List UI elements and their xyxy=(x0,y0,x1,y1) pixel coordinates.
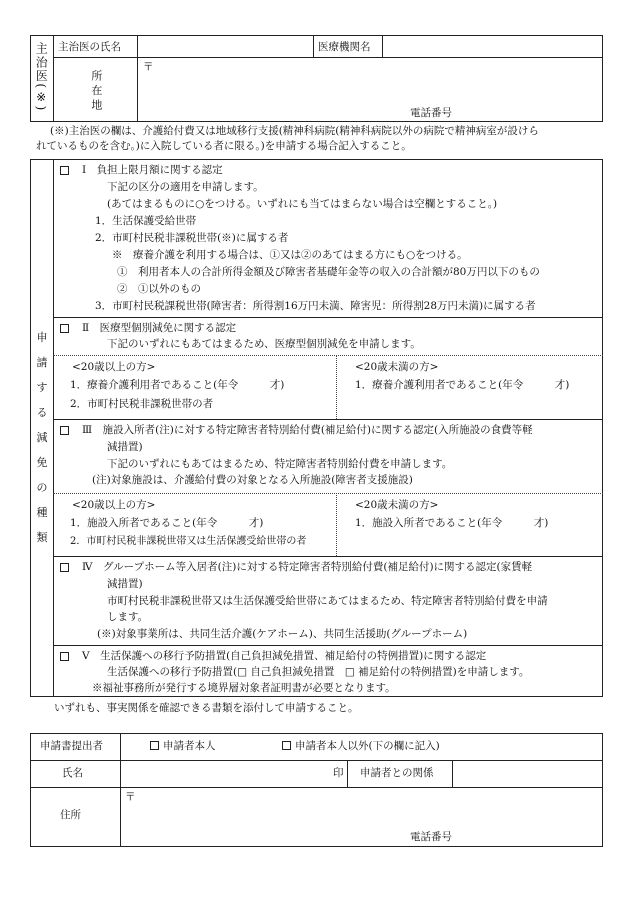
section-5-note: ※福祉事務所が発行する境界層対象者証明書が必要となります。 xyxy=(92,682,396,694)
section-2-line: 下記のいずれにもあてはまるため、医療型個別減免を申請します。 xyxy=(107,338,421,350)
submitter-address-label: 住所 xyxy=(60,809,81,821)
section-2-title: Ⅱ 医療型個別減免に関する認定 xyxy=(82,322,237,334)
section-3-title-cont: 減措置) xyxy=(107,441,143,453)
section-1-option-1[interactable]: 1．生活保護受給世帯 xyxy=(95,215,197,227)
institution-field[interactable] xyxy=(383,36,602,56)
section-3-title: Ⅲ 施設入所者(注)に対する特定障害者特別給付費(補足給付)に関する認定(入所施設の食費等軽 xyxy=(82,424,533,436)
section-5-line: 生活保護への移行予防措置(□ 自己負担減免措置 □ 補足給付の特例措置)を申請します。 xyxy=(107,666,530,678)
section-1-line: ※ 療養介護を利用する場合は、①又は②のあてはまる方にも○をつける。 xyxy=(112,249,468,261)
section-4-line: します。 xyxy=(107,611,149,623)
relation-field[interactable] xyxy=(453,761,602,786)
submitter-label: 申請書提出者 xyxy=(40,740,103,752)
section-2-left-item-2: 2．市町村民税非課税世帯の者 xyxy=(70,398,214,410)
checkbox-icon xyxy=(282,741,291,750)
section-1-line: 下記の区分の適用を申請します。 xyxy=(107,181,264,193)
submitter-name-field[interactable] xyxy=(121,761,341,786)
section-3-line: 下記のいずれにもあてはまるため、特定障害者特別給付費を申請します。 xyxy=(107,458,453,470)
section-3-left-item-2: 2．市町村民税非課税世帯又は生活保護受給世帯の者 xyxy=(70,536,307,547)
section-2-right-item-1: 1．療養介護利用者であること(年令 才) xyxy=(355,379,570,391)
doctor-phone-label: 電話番号 xyxy=(410,107,452,119)
relation-label: 申請者との関係 xyxy=(360,767,434,779)
section-3-checkbox[interactable] xyxy=(60,426,69,435)
section-1-option-3[interactable]: 3．市町村民税課税世帯(障害者：所得割16万円未満、障害児：所得割28万円未満)に属する者 xyxy=(95,300,536,312)
doctor-section-label: 主治医(※) xyxy=(34,42,49,113)
reduction-footer-note: いずれも、事実関係を確認できる書類を添付して申請すること。 xyxy=(54,702,359,714)
submitter-postal-mark: 〒 xyxy=(125,791,136,803)
submitter-phone-label: 電話番号 xyxy=(410,831,452,843)
section-4-note: (※)対象事業所は、共同生活介護(ケアホーム)、共同生活援助(グループホーム) xyxy=(97,628,468,640)
doctor-note-line2: れているものを含む。)に入院している者に限る。)を申請する場合記入すること。 xyxy=(36,140,412,152)
reduction-side-label: 申 請 す る 減 免 の 種 類 xyxy=(36,331,48,544)
section-2-left-item-1: 1．療養介護利用者であること(年令 才) xyxy=(70,379,285,391)
section-1-checkbox[interactable] xyxy=(60,166,69,175)
section-3-note: (注)対象施設は、介護給付費の対象となる入所施設(障害者支援施設) xyxy=(92,474,413,486)
submitter-address-field[interactable] xyxy=(121,788,602,846)
submitter-option-self[interactable]: 申請者本人 xyxy=(150,739,216,753)
doctor-note-line1: (※)主治医の欄は、介護給付費又は地域移行支援(精神科病院(精神科病院以外の病院で精神病室が設けら xyxy=(50,125,539,137)
section-4-title: Ⅳ グループホーム等入居者(注)に対する特定障害者特別給付費(補足給付)に関する認定(家賃軽 xyxy=(82,561,533,573)
section-2-checkbox[interactable] xyxy=(60,324,69,333)
section-4-title-cont: 減措置) xyxy=(107,578,143,590)
section-5-title: Ⅴ 生活保護への移行予防措置(自己負担減免措置、補足給付の特例措置)に関する認定 xyxy=(82,650,487,662)
submitter-name-label: 氏名 xyxy=(62,767,83,779)
institution-label: 医療機関名 xyxy=(318,41,371,53)
section-5-checkbox[interactable] xyxy=(60,652,69,661)
checkbox-icon xyxy=(150,741,159,750)
section-3-right-item-1: 1．施設入所者であること(年令 才) xyxy=(355,517,549,529)
section-2-right-heading: <20歳未満の方> xyxy=(355,361,439,373)
section-3-right-heading: <20歳未満の方> xyxy=(355,499,439,511)
doctor-name-label: 主治医の氏名 xyxy=(58,41,121,53)
section-2-left-heading: <20歳以上の方> xyxy=(72,361,156,373)
doctor-address-label: 所在地 xyxy=(89,70,103,113)
section-1-line: (あてはまるものに○をつける。いずれにも当てはまらない場合は空欄とすること。) xyxy=(107,198,498,210)
seal-mark: 印 xyxy=(333,767,344,779)
submitter-option-other[interactable]: 申請者本人以外(下の欄に記入) xyxy=(282,739,440,753)
doctor-name-field[interactable] xyxy=(138,36,312,56)
section-1-sub-option-2[interactable]: ② ①以外のもの xyxy=(117,283,201,295)
section-3-left-heading: <20歳以上の方> xyxy=(72,499,156,511)
section-1-sub-option-1[interactable]: ① 利用者本人の合計所得金額及び障害者基礎年金等の収入の合計額が80万円以下のもの xyxy=(117,266,540,278)
section-4-line: 市町村民税非課税世帯又は生活保護受給世帯にあてはまるため、特定障害者特別給付費を申請 xyxy=(107,595,548,607)
doctor-address-field[interactable] xyxy=(138,58,602,120)
doctor-postal-mark: 〒 xyxy=(143,61,154,73)
section-1-option-2[interactable]: 2．市町村民税非課税世帯(※)に属する者 xyxy=(95,232,289,244)
section-1-title: Ⅰ 負担上限月額に関する認定 xyxy=(82,164,223,176)
section-4-checkbox[interactable] xyxy=(60,563,69,572)
section-3-left-item-1: 1．施設入所者であること(年令 才) xyxy=(70,517,264,529)
